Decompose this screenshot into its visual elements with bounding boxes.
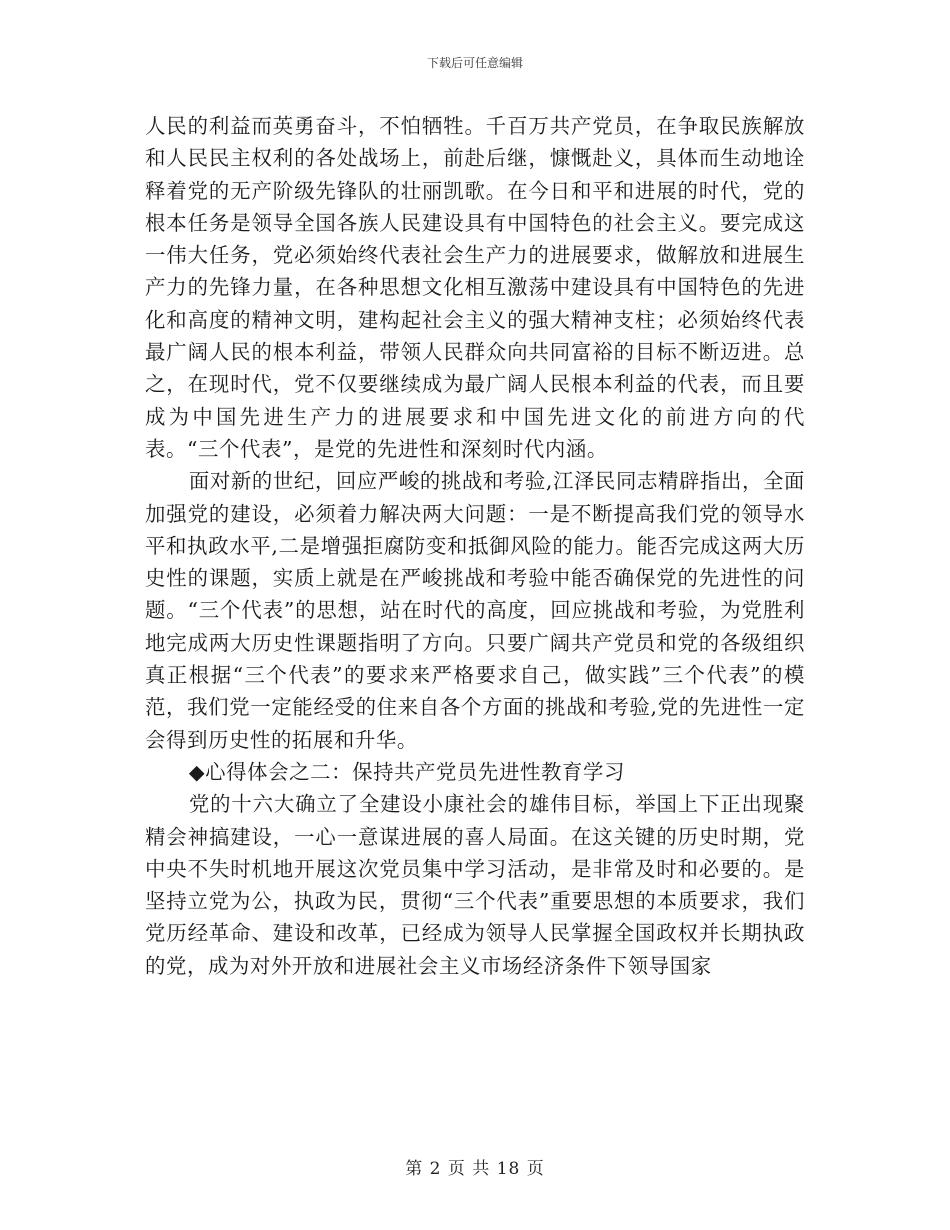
paragraph: 人民的利益而英勇奋斗，不怕牺牲。千百万共产党员，在争取民族解放和人民民主权利的各处战场上，前赴后继，慷慨赴义，具体而生动地诠释着党的无产阶级先锋队的壮丽凯歌。在今日和平和进展的时代，党的根本任务是领导全国各族人民建设具有中国特色的社会主义。要完成这一伟大任务，党必须始终代表社会生产力的进展要求，做解放和进展生产力的先锋力量，在各种思想文化相互激荡中建设具有中国特色的先进化和高度的精神文明，建构起社会主义的强大精神支柱；必须始终代表最广阔人民的根本利益，带领人民群众向共同富裕的目标不断迈进。总之，在现时代，党不仅要继续成为最广阔人民根本利益的代表，而且要成为中国先进生产力的进展要求和中国先进文化的前进方向的代表。“三个代表”，是党的先进性和深刻时代内涵。 (145, 114, 805, 461)
section-heading: ◆心得体会之二：保持共产党员先进性教育学习 (188, 759, 625, 784)
paragraph: 党的十六大确立了全建设小康社会的雄伟目标，举国上下正出现聚精会神搞建设，一心一意谋进展的喜人局面。在这关键的历史时期，党中央不失时机地开展这次党员集中学习活动，是非常及时和必要的。是坚持立党为公，执政为民，贯彻“三个代表”重要思想的本质要求，我们党历经革命、建设和改革，已经成为领导人民掌握全国政权并长期执政的党，成为对外开放和进展社会主义市场经济条件下领导国家 (145, 792, 805, 978)
page-header: 下载后可任意编辑 (426, 56, 523, 70)
paragraph: 面对新的世纪，回应严峻的挑战和考验,江泽民同志精辟指出，全面加强党的建设，必须着力解决两大问题：一是不断提高我们党的领导水平和执政水平,二是增强拒腐防变和抵御风险的能力。能否完成这两大历史性的课题，实质上就是在严峻挑战和考验中能否确保党的先进性的问题。“三个代表”的思想，站在时代的高度，回应挑战和考验，为党胜利地完成两大历史性课题指明了方向。只要广阔共产党员和党的各级组织真正根据“三个代表”的要求来严格要求自己，做实践”三个代表”的模范，我们党一定能经受的住来自各个方面的挑战和考验,党的先进性一定会得到历史性的拓展和升华。 (145, 469, 805, 752)
page-number: 第 2 页 共 18 页 (405, 1159, 545, 1179)
document-body (145, 110, 805, 982)
